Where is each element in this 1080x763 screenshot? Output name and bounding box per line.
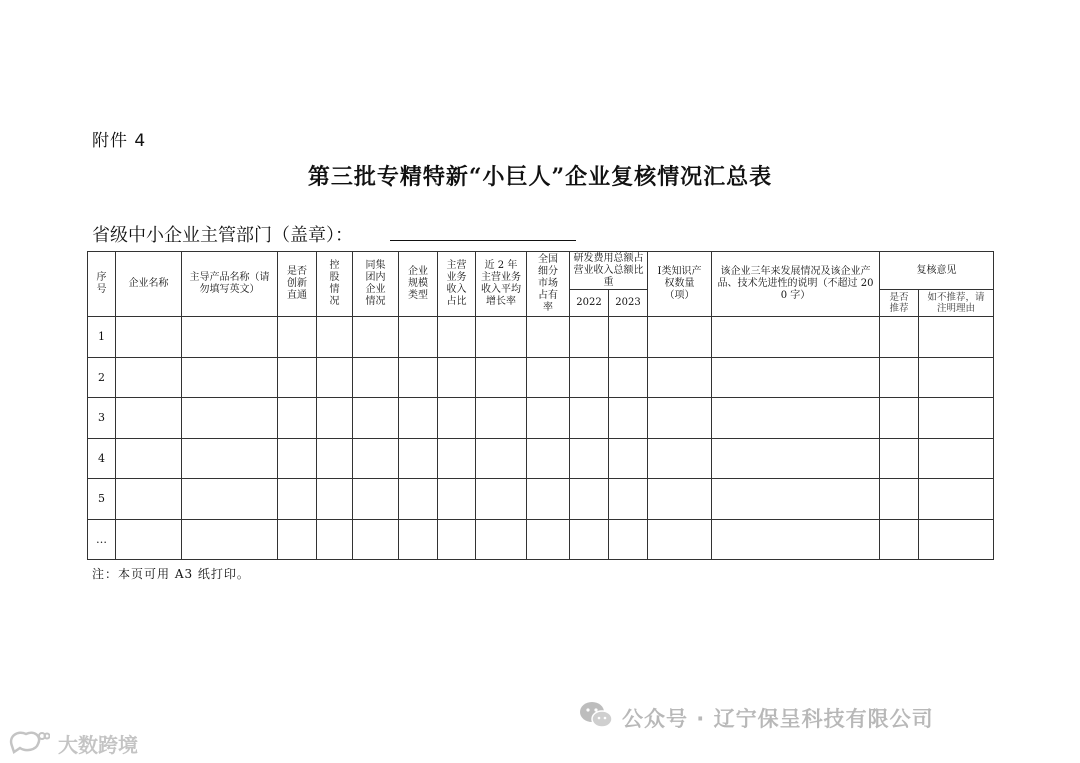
row-number: 2 (88, 357, 116, 398)
watermark-brand-text: 大数跨境 (58, 733, 138, 757)
row-number: 4 (88, 438, 116, 479)
header-company-name: 企业名称 (116, 252, 182, 317)
summary-table (87, 251, 994, 560)
table-row (88, 479, 994, 520)
row-number: … (88, 519, 116, 560)
header-revenue-growth: 近 2 年主营业务收入平均增长率 (476, 252, 527, 317)
attachment-label: 附件 4 (92, 131, 147, 151)
header-company-scale: 企业规模类型 (399, 252, 438, 317)
table-row (88, 398, 994, 439)
header-main-product: 主导产品名称（请勿填写英文） (182, 252, 278, 317)
row-number: 3 (88, 398, 116, 439)
wechat-icon (578, 700, 614, 735)
header-rd-ratio: 研发费用总额占营业收入总额比重 (570, 252, 648, 290)
print-note: 注：本页可用 A3 纸打印。 (92, 567, 250, 581)
header-ip-count: Ⅰ类知识产权数量（项） (648, 252, 712, 317)
header-holding-status: 控股情况 (317, 252, 353, 317)
watermark-text: 公众号 · 辽宁保呈科技有限公司 (622, 706, 934, 731)
brand-watermark (8, 728, 138, 759)
header-innovation-channel: 是否创新直通 (278, 252, 317, 317)
chat-bubble-icon (8, 728, 50, 759)
row-number: 5 (88, 479, 116, 520)
document-title: 第三批专精特新“小巨人”企业复核情况汇总表 (307, 164, 773, 190)
header-reason: 如不推荐，请注明理由 (919, 290, 994, 317)
header-recommend: 是否推荐 (880, 290, 919, 317)
header-rd-2022: 2022 (570, 290, 609, 317)
header-development-desc: 该企业三年来发展情况及该企业产品、技术先进性的说明（不超过 200 字） (712, 252, 880, 317)
header-market-share: 全国细分市场占有率 (527, 252, 570, 317)
seal-blank-line (390, 240, 576, 241)
department-label: 省级中小企业主管部门（盖章）： (92, 225, 353, 246)
table-row (88, 357, 994, 398)
header-review-opinion: 复核意见 (880, 252, 994, 290)
table-row (88, 317, 994, 358)
header-rd-2023: 2023 (609, 290, 648, 317)
header-seq: 序号 (88, 252, 116, 317)
wechat-watermark (578, 700, 934, 735)
header-main-business-ratio: 主营业务收入占比 (438, 252, 476, 317)
header-group-domestic: 同集团内企业情况 (353, 252, 399, 317)
table-row (88, 438, 994, 479)
row-number: 1 (88, 317, 116, 358)
table-row (88, 519, 994, 560)
